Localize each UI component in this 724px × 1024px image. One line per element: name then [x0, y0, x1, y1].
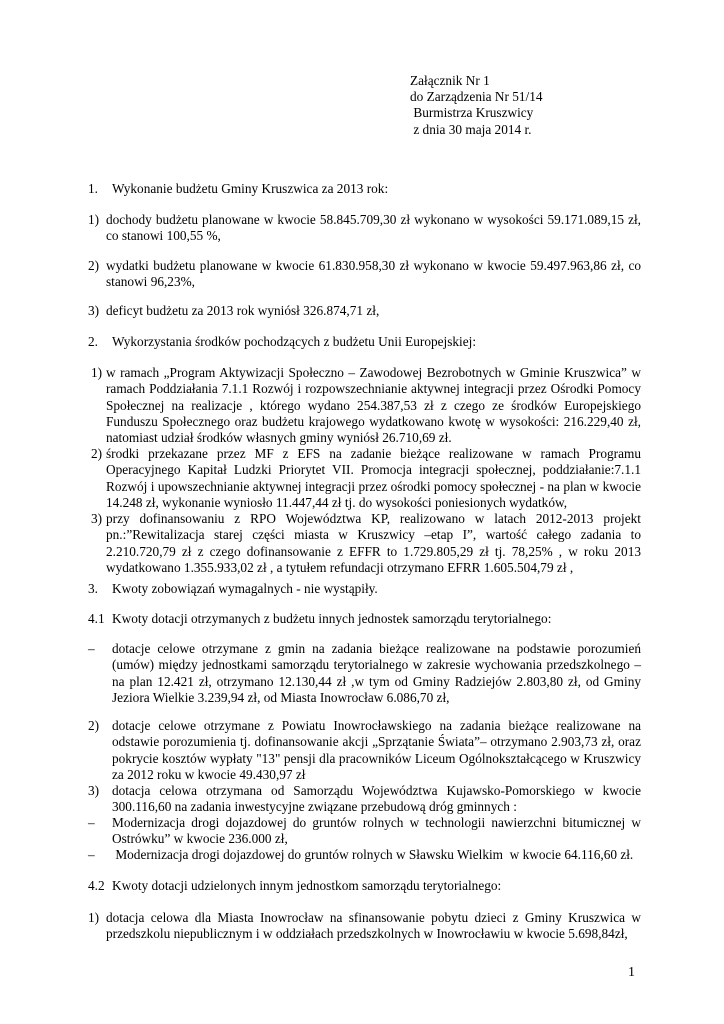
item-number: 3): [88, 783, 100, 798]
section-title: Wykonanie budżetu Gminy Kruszwica za 2013 rok:: [112, 181, 389, 196]
list-item: [88, 641, 641, 706]
section-title: Kwoty dotacji udzielonych innym jednostkom samorządu terytorialnego:: [112, 878, 502, 893]
item-number: 1): [88, 212, 100, 227]
section-heading: [88, 878, 641, 894]
item-bullet: –: [88, 815, 95, 830]
item-text: Modernizacja drogi dojazdowej do gruntów rolnych w Sławsku Wielkim w kwocie 64.116,60 zł.: [112, 847, 634, 862]
header-line: z dnia 30 maja 2014 r.: [410, 121, 532, 137]
section-heading: [88, 611, 641, 627]
item-text: deficyt budżetu za 2013 rok wyniósł 326.874,71 zł,: [106, 303, 380, 318]
list-item: [88, 365, 641, 446]
list-item: [88, 446, 641, 511]
item-text: dotacje celowe otrzymane z Powiatu Inowrocławskiego na zadania bieżące realizowane na odstawie porozumienia tj. dofinansowanie akcji „Sprzątanie Świata”– otrzymano 2.903,73 zł, oraz pokrycie kosztów wypłaty "13" pensji dla pracowników Liceum Ogólnokształcącego w Kruszwicy za 2012 roku w kwocie 49.430,97 zł: [112, 718, 641, 782]
item-number: 2): [88, 258, 100, 273]
item-number: 3): [91, 511, 103, 526]
item-number: 2): [91, 446, 103, 461]
list-item: [88, 718, 641, 783]
item-text: w ramach „Program Aktywizacji Społeczno – Zawodowej Bezrobotnych w Gminie Kruszwica” w ramach Poddziałania 7.1.1 Rozwój i rozpowszechnianie aktywnej integracji przez Ośrodki Pomocy Społecznej na realizacje , którego wydano 254.387,53 zł z czego ze środków Europejskiego Funduszu Społecznego oraz budżetu krajowego wydatkowano kwotę w wysokości: 216.229,40 zł, natomiast udział środków własnych gminy wyniósł 26.710,69 zł.: [106, 365, 641, 446]
header-line: Burmistrza Kruszwicy: [410, 105, 534, 121]
list-item: [88, 258, 641, 291]
list-item: [88, 783, 641, 816]
item-number: 1): [91, 365, 103, 380]
item-text: Modernizacja drogi dojazdowej do gruntów rolnych w technologii nawierzchni bitumicznej w Ostrówku” w kwocie 236.000 zł,: [112, 815, 641, 847]
section-number: 1.: [88, 181, 98, 196]
list-item: [88, 303, 641, 319]
section-heading: [88, 581, 641, 597]
item-number: 1): [88, 910, 100, 925]
item-text: dotacja celowa otrzymana od Samorządu Województwa Kujawsko-Pomorskiego w kwocie 300.116,60 na zadania inwestycyjne związane przebudową dróg gminnych :: [112, 783, 641, 815]
list-item: [88, 212, 641, 245]
page-number: 1: [628, 965, 635, 980]
item-text: środki przekazane przez MF z EFS na zadanie bieżące realizowane w ramach Programu Operacyjnego Kapitał Ludzki Priorytet VII. Promocja integracji społecznej, poddziałanie:7.1.1 Rozwój i upowszechnianie aktywnej integracji przez ośrodki pomocy społecznej - na plan w kwocie 14.248 zł, wykonanie wyniosło 11.447,44 zł tj. do wysokości poniesionych wydatków,: [106, 446, 641, 510]
list-item: [88, 910, 641, 943]
item-text: wydatki budżetu planowane w kwocie 61.830.958,30 zł wykonano w kwocie 59.497.963,86 zł, co stanowi 96,23%,: [106, 258, 641, 290]
item-number: 2): [88, 718, 100, 733]
item-text: dotacja celowa dla Miasta Inowrocław na sfinansowanie pobytu dzieci z Gminy Kruszwica w przedszkolu niepublicznym i w oddziałach przedszkolnych w Inowrocławiu w kwocie 5.698,84zł,: [106, 910, 641, 942]
item-bullet: –: [88, 847, 95, 862]
section-number: 3.: [88, 581, 98, 596]
header-line: do Zarządzenia Nr 51/14: [410, 89, 543, 105]
header-line: Załącznik Nr 1: [410, 73, 490, 88]
section-title: Kwoty zobowiązań wymagalnych - nie wystąpiły.: [112, 581, 378, 596]
section-heading: [88, 334, 641, 350]
section-heading: [88, 181, 641, 197]
item-number: 3): [88, 303, 100, 318]
list-item: [88, 815, 641, 848]
item-text: dochody budżetu planowane w kwocie 58.845.709,30 zł wykonano w wysokości 59.171.089,15 zł, co stanowi 100,55 %,: [106, 212, 641, 244]
section-number: 2.: [88, 334, 98, 349]
attachment-header: [410, 73, 543, 138]
section-title: Wykorzystania środków pochodzących z budżetu Unii Europejskiej:: [112, 334, 477, 349]
list-item: [88, 847, 641, 863]
section-number: 4.1: [88, 611, 105, 626]
item-bullet: –: [88, 641, 95, 656]
item-text: dotacje celowe otrzymane z gmin na zadania bieżące realizowane na podstawie porozumień (umów) między jednostkami samorządu terytorialnego w zakresie wychowania przedszkolnego – na plan 12.421 zł, otrzymano 12.130,44 zł ,w tym od Gminy Radziejów 2.803,80 zł, od Gminy Jeziora Wielkie 3.239,94 zł, od Miasta Inowrocław 6.086,70 zł,: [112, 641, 641, 705]
item-text: przy dofinansowaniu z RPO Województwa KP, realizowano w latach 2012-2013 projekt pn.:”Rewitalizacja starej części miasta w Kruszwicy –etap I”, wartość całego zadania to 2.210.720,79 zł z czego dofinansowanie z EFFR to 1.729.805,29 zł tj. 78,25% , w roku 2013 wydatkowano 1.355.933,02 zł , a tytułem refundacji otrzymano EFRR 1.605.504,79 zł ,: [106, 511, 641, 575]
section-title: Kwoty dotacji otrzymanych z budżetu innych jednostek samorządu terytorialnego:: [112, 611, 552, 626]
section-number: 4.2: [88, 878, 105, 893]
list-item: [88, 511, 641, 576]
